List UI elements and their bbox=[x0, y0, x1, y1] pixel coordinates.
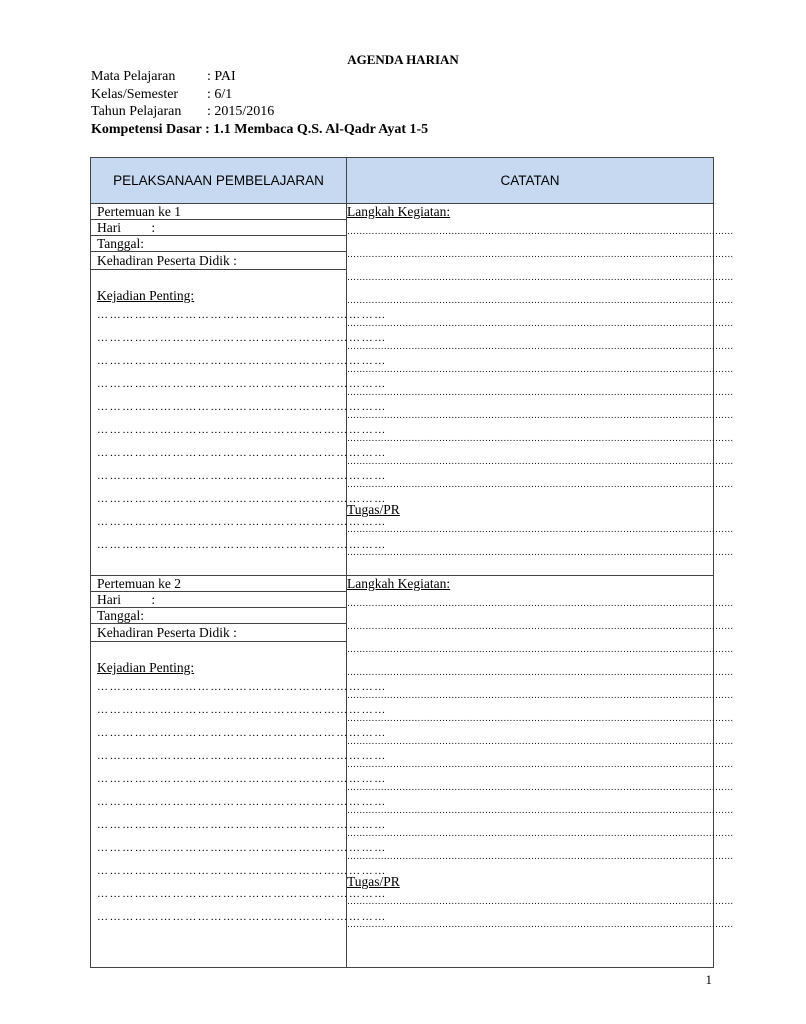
hari-field: Hari : bbox=[91, 220, 346, 236]
dotted-line: ……………………………………………………………………………………………………………… bbox=[347, 456, 734, 466]
meta-label: Mata Pelajaran bbox=[91, 69, 176, 84]
dotted-line: …………………………………………………………… bbox=[97, 796, 387, 808]
dotted-line: ……………………………………………………………………………………………………………… bbox=[347, 341, 734, 351]
dotted-line: ……………………………………………………………………………………………………………… bbox=[347, 713, 734, 723]
dotted-line: …………………………………………………………… bbox=[97, 704, 387, 716]
dotted-line: …………………………………………………………… bbox=[97, 750, 387, 762]
session-row bbox=[91, 576, 714, 968]
document-title: AGENDA HARIAN bbox=[347, 52, 459, 67]
session-right-cell bbox=[347, 576, 734, 968]
dotted-line: ……………………………………………………………………………………………………………… bbox=[347, 479, 734, 489]
dotted-line: ……………………………………………………………………………………………………………… bbox=[347, 828, 734, 838]
dotted-line: …………………………………………………………… bbox=[97, 378, 387, 390]
dotted-line: …………………………………………………………… bbox=[97, 355, 387, 367]
dotted-line: ……………………………………………………………………………………………………………… bbox=[347, 547, 734, 557]
session-right-cell bbox=[347, 204, 734, 576]
dotted-line: …………………………………………………………… bbox=[97, 911, 387, 923]
dotted-line: …………………………………………………………… bbox=[97, 773, 387, 785]
dotted-line: …………………………………………………………… bbox=[97, 681, 387, 693]
dotted-line: ……………………………………………………………………………………………………………… bbox=[347, 364, 734, 374]
dotted-line: …………………………………………………………… bbox=[97, 447, 387, 459]
dotted-line: ……………………………………………………………………………………………………………… bbox=[347, 387, 734, 397]
dotted-line: ……………………………………………………………………………………………………………… bbox=[347, 805, 734, 815]
meta-label: Tahun Pelajaran bbox=[91, 104, 182, 119]
meta-value: : 2015/2016 bbox=[207, 104, 275, 119]
agenda-table bbox=[90, 157, 734, 968]
dotted-line: ……………………………………………………………………………………………………………… bbox=[347, 759, 734, 769]
meta-value: : PAI bbox=[207, 69, 236, 84]
kehadiran-field: Kehadiran Peserta Didik : bbox=[91, 624, 346, 642]
kejadian-label: Kejadian Penting: bbox=[97, 288, 195, 303]
meta-label: Kelas/Semester bbox=[91, 86, 179, 102]
langkah-label: Langkah Kegiatan: bbox=[347, 204, 451, 219]
meta-row-mata-pelajaran bbox=[91, 68, 428, 86]
dotted-line: …………………………………………………………… bbox=[97, 493, 387, 505]
header-catatan: CATATAN bbox=[347, 158, 714, 204]
dotted-line: …………………………………………………………… bbox=[97, 424, 387, 436]
langkah-label: Langkah Kegiatan: bbox=[347, 576, 451, 591]
kompetensi-dasar: Kompetensi Dasar : 1.1 Membaca Q.S. Al-Qadr Ayat 1-5 bbox=[91, 121, 429, 137]
dotted-line: …………………………………………………………… bbox=[97, 865, 387, 877]
meta-value: : 6/1 bbox=[207, 86, 233, 102]
dotted-line: …………………………………………………………… bbox=[97, 888, 387, 900]
dotted-line: ……………………………………………………………………………………………………………… bbox=[347, 433, 734, 443]
dotted-line: …………………………………………………………… bbox=[97, 539, 387, 551]
kejadian-label: Kejadian Penting: bbox=[97, 660, 195, 675]
dotted-line: ……………………………………………………………………………………………………………… bbox=[347, 644, 734, 654]
document-meta bbox=[91, 68, 428, 138]
tugas-label: Tugas/PR bbox=[347, 874, 400, 889]
dotted-line: ……………………………………………………………………………………………………………… bbox=[347, 690, 734, 700]
meta-row-tahun-pelajaran bbox=[91, 103, 428, 121]
table-header-row bbox=[91, 158, 714, 204]
dotted-line: …………………………………………………………… bbox=[97, 332, 387, 344]
session-row bbox=[91, 204, 714, 576]
header-pelaksanaan: PELAKSANAAN PEMBELAJARAN bbox=[91, 158, 347, 204]
dotted-line: ……………………………………………………………………………………………………………… bbox=[347, 598, 734, 608]
dotted-line: ……………………………………………………………………………………………………………… bbox=[347, 919, 734, 929]
dotted-line: …………………………………………………………… bbox=[97, 516, 387, 528]
dotted-line: …………………………………………………………… bbox=[97, 819, 387, 831]
dotted-line: …………………………………………………………… bbox=[97, 727, 387, 739]
dotted-line: ……………………………………………………………………………………………………………… bbox=[347, 782, 734, 792]
meta-row-kelas-semester bbox=[91, 86, 428, 104]
tugas-label: Tugas/PR bbox=[347, 502, 400, 517]
dotted-line: …………………………………………………………… bbox=[97, 401, 387, 413]
page-number: 1 bbox=[705, 972, 712, 987]
dotted-line: ……………………………………………………………………………………………………………… bbox=[347, 295, 734, 305]
tanggal-field: Tanggal: bbox=[91, 608, 346, 624]
dotted-line: ……………………………………………………………………………………………………………… bbox=[347, 851, 734, 861]
dotted-line: ……………………………………………………………………………………………………………… bbox=[347, 410, 734, 420]
hari-field: Hari : bbox=[91, 592, 346, 608]
dotted-line: ……………………………………………………………………………………………………………… bbox=[347, 621, 734, 631]
dotted-line: ……………………………………………………………………………………………………………… bbox=[347, 667, 734, 677]
dotted-line: …………………………………………………………… bbox=[97, 842, 387, 854]
pertemuan-label: Pertemuan ke 2 bbox=[91, 576, 346, 592]
dotted-line: ……………………………………………………………………………………………………………… bbox=[347, 896, 734, 906]
tanggal-field: Tanggal: bbox=[91, 236, 346, 252]
dotted-line: ……………………………………………………………………………………………………………… bbox=[347, 318, 734, 328]
pertemuan-label: Pertemuan ke 1 bbox=[91, 204, 346, 220]
dotted-line: …………………………………………………………… bbox=[97, 309, 387, 321]
dotted-line: ……………………………………………………………………………………………………………… bbox=[347, 272, 734, 282]
dotted-line: ……………………………………………………………………………………………………………… bbox=[347, 226, 734, 236]
dotted-line: …………………………………………………………… bbox=[97, 470, 387, 482]
dotted-line: ……………………………………………………………………………………………………………… bbox=[347, 524, 734, 534]
dotted-line: ……………………………………………………………………………………………………………… bbox=[347, 736, 734, 746]
dotted-line: ……………………………………………………………………………………………………………… bbox=[347, 249, 734, 259]
kehadiran-field: Kehadiran Peserta Didik : bbox=[91, 252, 346, 270]
